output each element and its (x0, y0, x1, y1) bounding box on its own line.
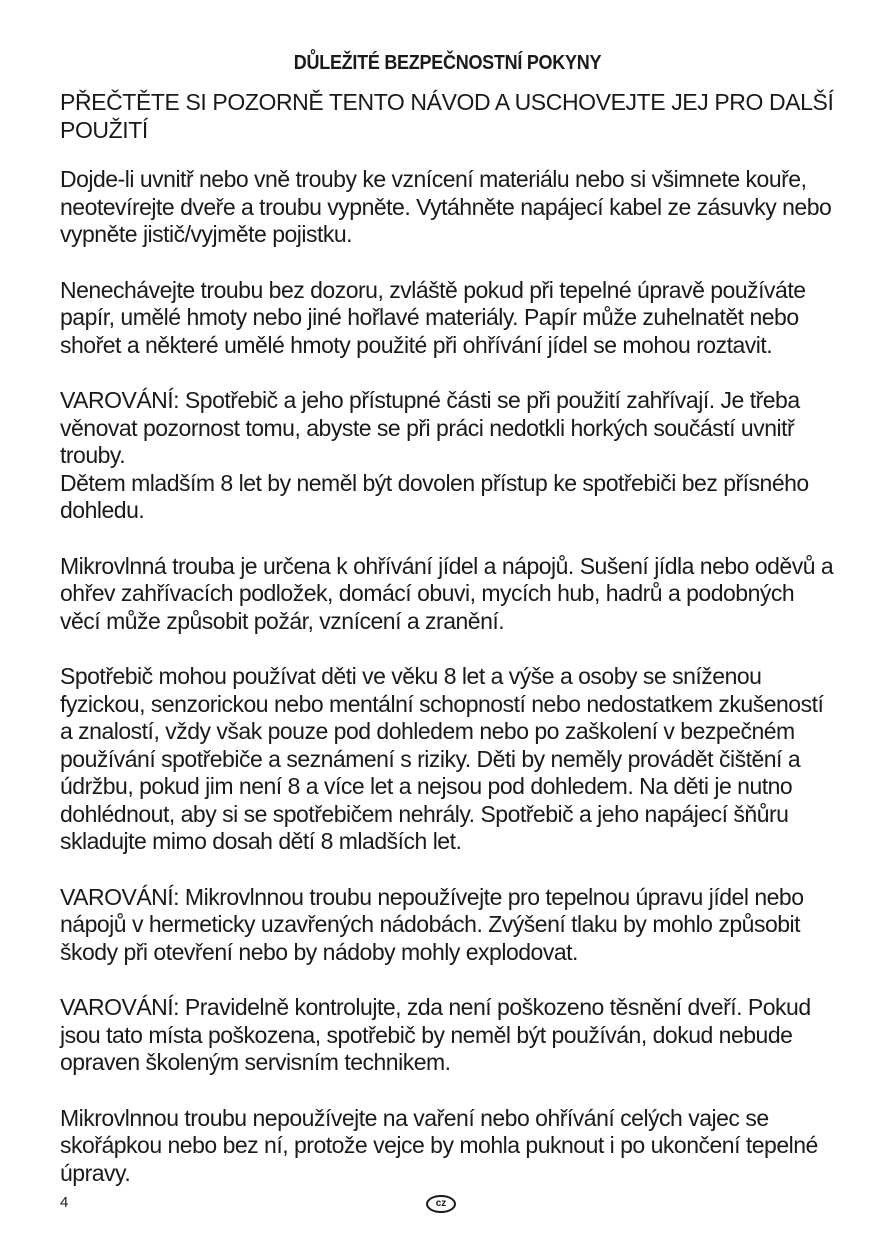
page-subheading: PŘEČTĚTE SI POZORNĚ TENTO NÁVOD A USCHOVEJTE JEJ PRO DALŠÍ POUŽITÍ (60, 89, 834, 143)
language-badge (426, 1195, 456, 1213)
paragraph-hot-parts (60, 387, 835, 525)
page-number: 4 (60, 1194, 69, 1211)
safety-instructions (60, 166, 835, 1215)
page-heading: DŮLEŽITÉ BEZPEČNOSTNÍ POKYNY (293, 52, 602, 74)
paragraph-eggs: Mikrovlnnou troubu nepoužívejte na vaření nebo ohřívání celých vajec se skořápkou nebo bez ní, protože vejce by mohla puknout i po ukončení tepelné úpravy. (60, 1104, 818, 1186)
paragraph-sealed-containers: VAROVÁNÍ: Mikrovlnnou troubu nepoužívejte pro tepelnou úpravu jídel nebo nápojů v hermeticky uzavřených nádobách. Zvýšení tlaku by mohlo způsobit škody při otevření nebo by nádoby mohly explodovat. (60, 883, 804, 965)
children-note: Dětem mladším 8 let by neměl být dovolen přístup ke spotřebiči bez přísného dohledu. (60, 469, 809, 523)
paragraph-children-usage: Spotřebič mohou používat děti ve věku 8 let a výše a osoby se sníženou fyzickou, senzorickou nebo mentální schopností nebo nedostatkem zkušeností a znalostí, vždy však pouze pod dohledem nebo po zaškolení v bezpečném používání spotřebiče a seznámení s riziky. Děti by neměly provádět čištění a údržbu, pokud jim není 8 a více let a nejsou pod dohledem. Na děti je nutno dohlédnout, aby si se spotřebičem nehrály. Spotřebič a jeho napájecí šňůru skladujte mimo dosah dětí 8 mladších let. (60, 663, 824, 854)
paragraph-door-seal: VAROVÁNÍ: Pravidelně kontrolujte, zda není poškozeno těsnění dveří. Pokud jsou tato místa poškozena, spotřebič by neměl být používán, dokud nebude opraven školeným servisním technikem. (60, 994, 811, 1075)
language-badge-label: cz (435, 1198, 447, 1209)
warning-hot-parts: VAROVÁNÍ: Spotřebič a jeho přístupné části se při použití zahřívají. Je třeba věnovat pozornost tomu, abyste se při práci nedotkli horkých součástí uvnitř trouby. (60, 387, 800, 468)
paragraph-intended-use: Mikrovlnná trouba je určena k ohřívání jídel a nápojů. Sušení jídla nebo oděvů a ohřev zahřívacích podložek, domácí obuvi, mycích hub, hadrů a podobných věcí může způsobit požár, vznícení a zranění. (60, 552, 834, 634)
paragraph-fire: Dojde-li uvnitř nebo vně trouby ke vznícení materiálu nebo si všimnete kouře, neotevírejte dveře a troubu vypněte. Vytáhněte napájecí kabel ze zásuvky nebo vypněte jistič/vyjměte pojistku. (60, 166, 832, 247)
paragraph-supervision: Nenechávejte troubu bez dozoru, zvláště pokud při tepelné úpravě používáte papír, umělé hmoty nebo jiné hořlavé materiály. Papír může zuhelnatět nebo shořet a některé umělé hmoty použité při ohřívání jídel se mohou roztavit. (60, 276, 806, 358)
